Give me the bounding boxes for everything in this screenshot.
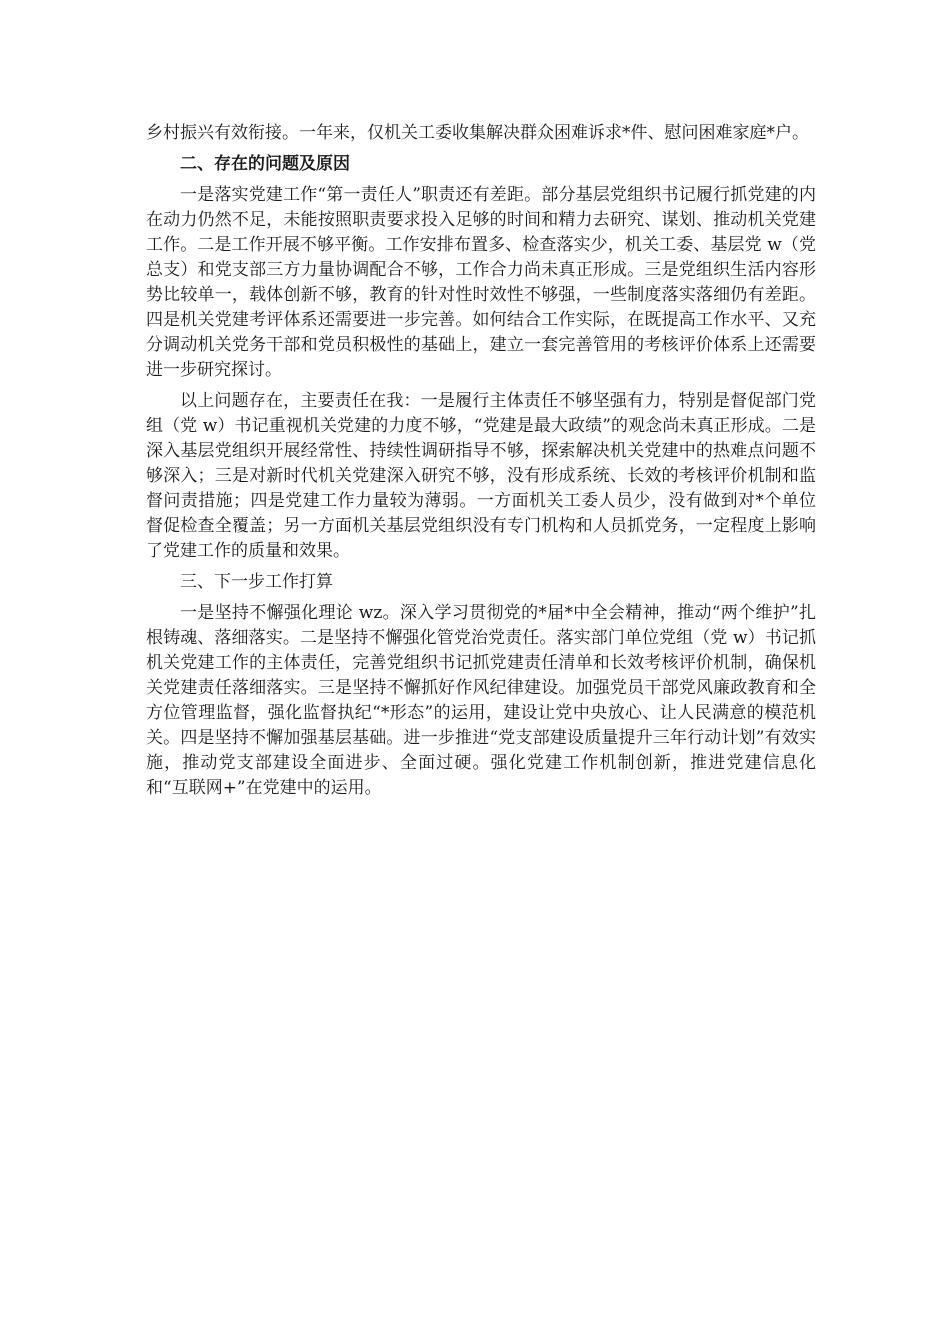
problems-paragraph: 一是落实党建工作“第一责任人”职责还有差距。部分基层党组织书记履行抓党建的内在动力仍然不足，未能按照职责要求投入足够的时间和精力去研究、谋划、推动机关党建工作。二是工作开展不够平衡。工作安排布置多、检查落实少，机关工委、基层党 w（党总支）和党支部三方力量协调配合不够，工作合力尚未真正形成。三是党组织生活内容形势比较单一，载体创新不够，教育的针对性时效性不够强，一些制度落实落细仍有差距。四是机关党建考评体系还需要进一步完善。如何结合工作实际，在既提高工作水平、又充分调动机关党务干部和党员积极性的基础上，建立一套完善管用的考核评价体系上还需要进一步研究探讨。 <box>146 185 816 380</box>
section-heading-problems: 二、存在的问题及原因 <box>180 154 350 174</box>
document-page <box>146 121 816 807</box>
section-heading-next-steps: 三、下一步工作打算 <box>180 572 333 592</box>
intro-paragraph: 乡村振兴有效衔接。一年来，仅机关工委收集解决群众困难诉求*件、慰问困难家庭*户。 <box>146 123 809 143</box>
next-steps-paragraph: 一是坚持不懈强化理论 wz。深入学习贯彻党的*届*中全会精神，推动“两个维护”扎根铸魂、落细落实。二是坚持不懈强化管党治党责任。落实部门单位党组（党 w）书记抓机关党建工作的主体责任，完善党组织书记抓党建责任清单和长效考核评价机制，确保机关党建责任落细落实。三是坚持不懈抓好作风纪律建设。加强党员干部党风廉政教育和全方位管理监督，强化监督执纪“*形态”的运用，建设让党中央放心、让人民满意的模范机关。四是坚持不懈加强基层基础。进一步推进“党支部建设质量提升三年行动计划”有效实施，推动党支部建设全面进步、全面过硬。强化党建工作机制创新，推进党建信息化和“互联网+”在党建中的运用。 <box>146 603 816 798</box>
causes-paragraph: 以上问题存在，主要责任在我：一是履行主体责任不够坚强有力，特别是督促部门党组（党 w）书记重视机关党建的力度不够，“党建是最大政绩”的观念尚未真正形成。二是深入基层党组织开展经常性、持续性调研指导不够，探索解决机关党建中的热难点问题不够深入；三是对新时代机关党建深入研究不够，没有形成系统、长效的考核评价机制和监督问责措施；四是党建工作力量较为薄弱。一方面机关工委人员少，没有做到对*个单位督促检查全覆盖；另一方面机关基层党组织没有专门机构和人员抓党务，一定程度上影响了党建工作的质量和效果。 <box>146 391 816 561</box>
